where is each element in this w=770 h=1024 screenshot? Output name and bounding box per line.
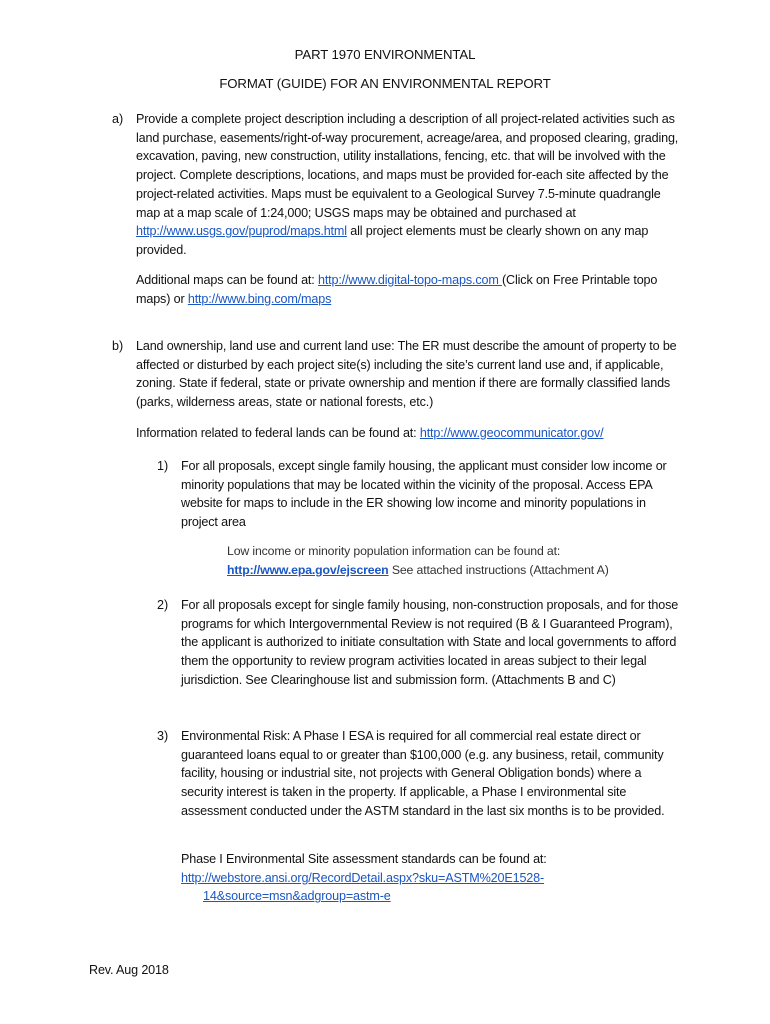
additional-maps-paragraph <box>136 271 684 308</box>
additional-maps-prefix: Additional maps can be found at: <box>136 273 318 287</box>
item-2-paragraph: For all proposals except for single family housing, non-construction proposals, and for those programs for which Intergovernmental Review is not required (B & I Guaranteed Program), the applicant is authorized to initiate consultation with State and local governments to afford them the opportunity to review program activities located in areas subject to their legal jurisdiction. See Clearinghouse list and submission form. (Attachments B and C) <box>181 598 679 687</box>
item-1-note-after: See attached instructions (Attachment A) <box>388 562 609 577</box>
item-1-note <box>227 542 667 579</box>
page-subtitle: FORMAT (GUIDE) FOR AN ENVIRONMENTAL REPORT <box>219 76 551 91</box>
item-1-note-line2 <box>227 561 667 580</box>
digital-topo-maps-link[interactable]: http://www.digital-topo-maps.com <box>317 273 503 287</box>
bing-maps-link[interactable]: http://www.bing.com/maps <box>187 291 332 306</box>
item-1-paragraph: For all proposals, except single family housing, the applicant must consider low income or minority populations that may be located within the vicinity of the proposal. Access EPA website for maps to include in the ER showing low income and minority populations in project area <box>181 459 667 530</box>
astm-standards-link[interactable]: http://webstore.ansi.org/RecordDetail.aspx?sku=ASTM%20E1528- <box>181 870 545 885</box>
section-a-text: Provide a complete project description including a description of all project-related activities such as land purchase, easements/right-of-way procurement, acreage/area, and proposed clearing, grading, excavation, paving, new construction, utility installations, fencing, etc. that will be involved with the project. Complete descriptions, locations, and maps must be provided for-each site affected by the project-related activities. Maps must be equivalent to a Geological Survey 7.5-minute quadrangle map at a map scale of 1:24,000; USGS maps may be obtained and purchased at <box>136 112 679 220</box>
item-3-marker: 3) <box>157 729 169 743</box>
item-3-paragraph: Environmental Risk: A Phase I ESA is required for all commercial real estate direct or guaranteed loans equal to or greater than $100,000 (e.g. any business, retail, community facility, housing or industrial site, not projects with General Obligation bonds) where a security interest is taken in the property. If applicable, a Phase I environmental site assessment conducted under the ASTM standard in the last six months is to be provided. <box>181 729 665 818</box>
section-a-text-after: all project elements must be clearly shown on any map provided. <box>136 224 649 257</box>
section-b-paragraph: Land ownership, land use and current land use: The ER must describe the amount of property to be affected or disturbed by each project site(s) including the site’s current land use and, if applicable, zoning. State if federal, state or private ownership and mention if there are formally classified lands (parks, wilderness areas, state or national forests, etc.) <box>136 339 677 410</box>
additional-maps-mid: (Click on Free Printable topo maps) or <box>136 273 658 306</box>
section-a-paragraph <box>136 110 684 260</box>
item-1-marker: 1) <box>157 459 169 473</box>
federal-lands-paragraph <box>136 424 684 443</box>
section-b-marker: b) <box>112 339 124 353</box>
usgs-maps-link[interactable]: http://www.usgs.gov/puprod/maps.html <box>136 224 347 239</box>
ejscreen-link[interactable]: http://www.epa.gov/ejscreen <box>227 562 389 577</box>
federal-lands-prefix: Information related to federal lands can be found at: <box>136 426 420 440</box>
standards-paragraph <box>181 850 681 906</box>
standards-prefix: Phase I Environmental Site assessment standards can be found at: <box>181 852 547 866</box>
geocommunicator-link[interactable]: http://www.geocommunicator.gov/ <box>419 426 604 440</box>
item-1-note-line1: Low income or minority population information can be found at: <box>227 544 561 558</box>
page-title: PART 1970 ENVIRONMENTAL <box>294 47 476 62</box>
astm-standards-link-cont[interactable]: 14&source=msn&adgroup=astm-e <box>203 889 391 904</box>
section-a-marker: a) <box>112 112 124 126</box>
item-2-marker: 2) <box>157 598 169 612</box>
revision-footer: Rev. Aug 2018 <box>89 963 169 977</box>
